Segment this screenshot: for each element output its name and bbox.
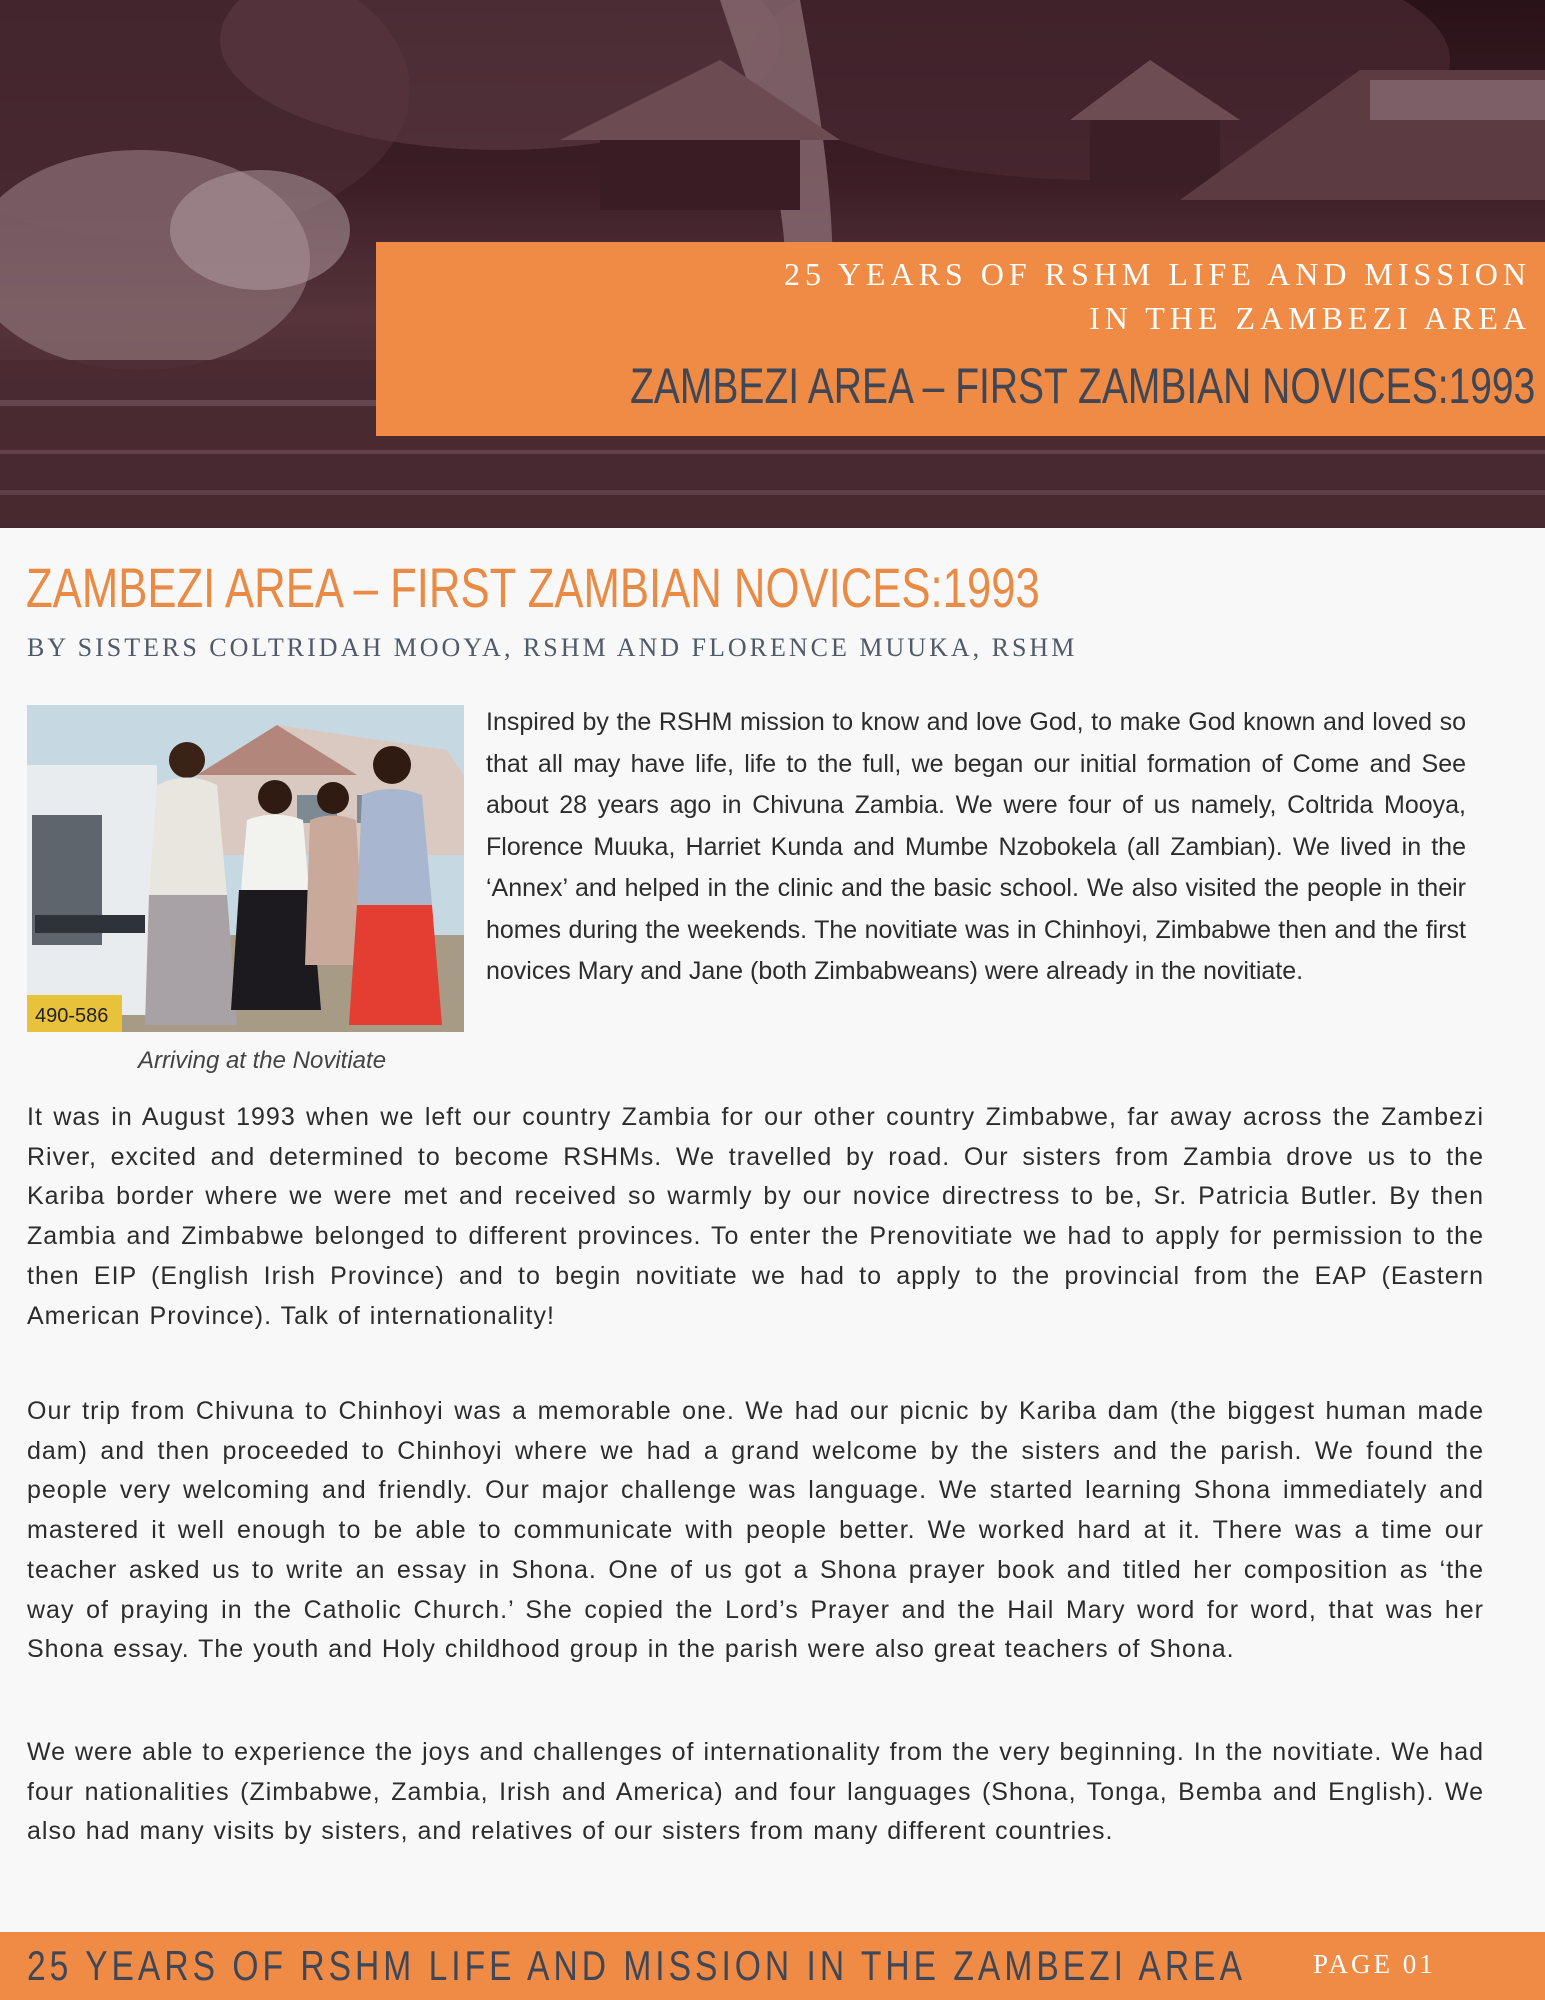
hero-kicker: 25 YEARS OF RSHM LIFE AND MISSION IN THE ZAMBEZI AREA	[783, 256, 1531, 336]
page-number: PAGE 01	[1313, 1949, 1436, 1979]
article-byline: BY SISTERS COLTRIDAH MOOYA, RSHM AND FLORENCE MUUKA, RSHM	[27, 633, 1078, 662]
article-title: ZAMBEZI AREA – FIRST ZAMBIAN NOVICES:1993	[26, 556, 1040, 619]
body-paragraph-1: It was in August 1993 when we left our country Zambia for our other country Zimbabwe, far away across the Zambezi River, excited and determined to become RSHMs. We travelled by road. Our sisters from Zambia drove us to the Kariba border where we were met and received so warmly by our novice directress to be, Sr. Patricia Butler. By then Zambia and Zimbabwe belonged to different provinces. To enter the Prenovitiate we had to apply for permission to the then EIP (English Irish Province) and to begin novitiate we had to apply to the provincial from the EAP (Eastern American Province). Talk of internationality!	[27, 1103, 1484, 1330]
novitiate-photo	[27, 705, 464, 1032]
footer-bar	[0, 1932, 1545, 2000]
hero-banner	[376, 242, 1545, 436]
footer-title: 25 YEARS OF RSHM LIFE AND MISSION IN THE ZAMBEZI AREA	[27, 1942, 1246, 1989]
van-plate: 490-586	[35, 1005, 109, 1027]
hero-title: ZAMBEZI AREA – FIRST ZAMBIAN NOVICES:1993	[630, 358, 1536, 414]
body-paragraph-2: Our trip from Chivuna to Chinhoyi was a memorable one. We had our picnic by Kariba dam (the biggest human made dam) and then proceeded to Chinhoyi where we had a grand welcome by the sisters and the parish. We found the people very welcoming and friendly. Our major challenge was language. We started learning Shona immediately and mastered it well enough to be able to communicate with people better. We worked hard at it. There was a time our teacher asked us to write an essay in Shona. One of us got a Shona prayer book and titled her composition as ‘the way of praying in the Catholic Church.’ She copied the Lord’s Prayer and the Hail Mary word for word, that was her Shona essay. The youth and Holy childhood group in the parish were also great teachers of Shona.	[27, 1397, 1484, 1664]
lead-paragraph: Inspired by the RSHM mission to know and love God, to make God known and loved so that all may have life, life to the full, we began our initial formation of Come and See about 28 years ago in Chivuna Zambia. We were four of us namely, Coltrida Mooya, Florence Muuka, Harriet Kunda and Mumbe Nzobokela (all Zambian). We lived in the ‘Annex’ and helped in the clinic and the basic school. We also visited the people in their homes during the weekends. The novitiate was in Chinhoyi, Zimbabwe then and the first novices Mary and Jane (both Zimbabweans) were already in the novitiate.	[486, 708, 1466, 985]
hero-header	[0, 0, 1545, 528]
photo-caption: Arriving at the Novitiate	[137, 1047, 387, 1074]
body-paragraph-3: We were able to experience the joys and challenges of internationality from the very beginning. In the novitiate. We had four nationalities (Zimbabwe, Zambia, Irish and America) and four languages (Shona, Tonga, Bemba and English). We also had many visits by sisters, and relatives of our sisters from many different countries.	[27, 1738, 1484, 1846]
